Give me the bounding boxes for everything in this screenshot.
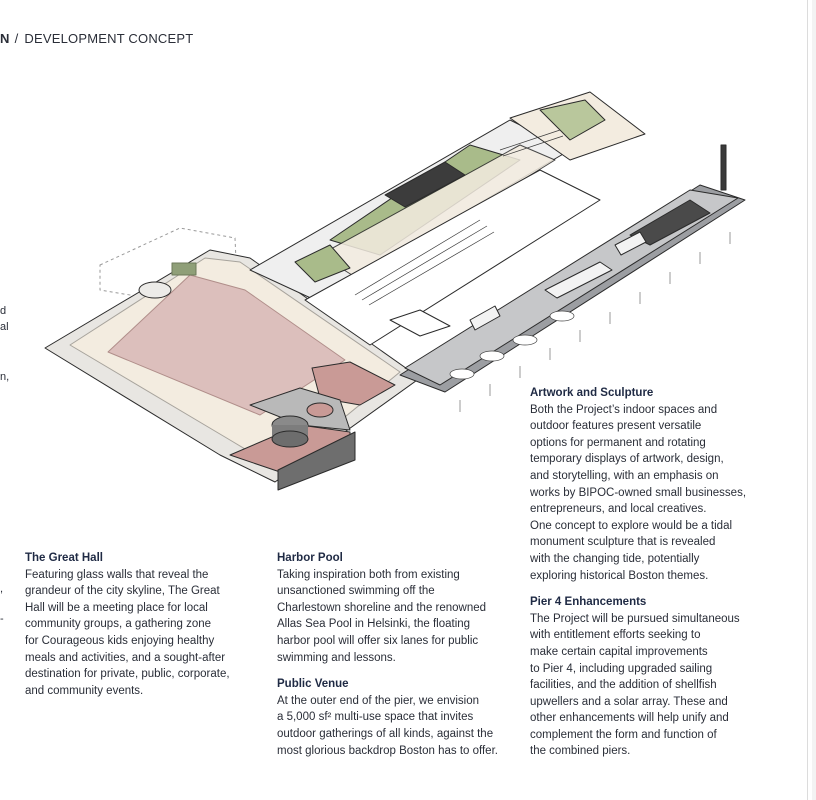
breadcrumb-separator: / [14, 31, 19, 46]
cropped-text-fragment: - [0, 613, 4, 625]
body-line: Featuring glass walls that reveal the [25, 568, 209, 581]
body-line: options for permanent and rotating [530, 436, 706, 449]
boat [450, 369, 474, 379]
body-line: destination for private, public, corporate, [25, 668, 230, 681]
section-great-hall [25, 550, 260, 699]
body-line: Allas Sea Pool in Helsinki, the floating [277, 618, 471, 631]
body-line: community groups, a gathering zone [25, 618, 212, 631]
section-title: Artwork and Sculpture [530, 387, 654, 399]
section-title-public-venue: Public Venue [277, 678, 349, 691]
body-line: The Project will be pursued simultaneous [530, 612, 740, 625]
page-edge-rule [807, 0, 808, 800]
boat [513, 335, 537, 345]
body-line: exploring historical Boston themes. [530, 569, 709, 582]
body-line: unsanctioned swimming off the [277, 585, 435, 598]
mast [721, 145, 726, 190]
cropped-text-fragment: n, [0, 371, 10, 383]
section-title-pier4: Pier 4 Enhancements [530, 596, 647, 609]
section-artwork [530, 385, 770, 760]
body-line: other enhancements will help unify and [530, 712, 729, 725]
section-harbor-pool [277, 550, 522, 759]
boat [550, 311, 574, 321]
body-line: and storytelling, with an emphasis on [530, 469, 719, 482]
body-line: temporary displays of artwork, design, [530, 453, 724, 466]
breadcrumb-current: DEVELOPMENT CONCEPT [24, 31, 194, 46]
body-line: At the outer end of the pier, we envision [277, 694, 480, 707]
page-edge-shadow [812, 0, 816, 800]
breadcrumb-section: N [0, 31, 10, 46]
body-line: works by BIPOC-owned small businesses, [530, 486, 747, 499]
cropped-text-fragment: , [0, 583, 4, 595]
body-line: complement the form and function of [530, 728, 717, 741]
body-line: monument sculpture that is revealed [530, 536, 716, 549]
body-line: outdoor features present versatile [530, 420, 702, 433]
round-planter [307, 403, 333, 417]
body-line: harbor pool will offer six lanes for public [277, 634, 479, 647]
boat [480, 351, 504, 361]
body-line: make certain capital improvements [530, 645, 708, 658]
body-line: with the changing tide, potentially [530, 552, 700, 565]
body-line: grandeur of the city skyline, The Great [25, 585, 220, 598]
breadcrumb [0, 31, 193, 46]
body-line: Charlestown shoreline and the renowned [277, 601, 487, 614]
body-line: most glorious backdrop Boston has to offer. [277, 744, 498, 757]
body-line: swimming and lessons. [277, 651, 396, 664]
body-line: facilities, and the addition of shellfish [530, 679, 717, 692]
cropped-text-fragment: d [0, 305, 7, 317]
body-line: with entitlement efforts seeking to [530, 629, 701, 642]
body-line: outdoor gatherings of all kinds, against the [277, 727, 494, 740]
body-line: One concept to explore would be a tidal [530, 519, 733, 532]
body-line: for Courageous kids enjoying healthy [25, 634, 215, 647]
body-line: to Pier 4, including upgraded sailing [530, 662, 713, 675]
body-line: a 5,000 sf² multi-use space that invites [277, 711, 474, 724]
body-line: Taking inspiration both from existing [277, 568, 460, 581]
body-line: entrepreneurs, and local creatives. [530, 503, 707, 516]
section-title: The Great Hall [25, 552, 103, 564]
body-line: the combined piers. [530, 745, 631, 758]
section-title: Harbor Pool [277, 552, 343, 564]
body-line: and community events. [25, 684, 144, 697]
body-line: meals and activities, and a sought-after [25, 651, 226, 664]
body-line: Hall will be a meeting place for local [25, 601, 208, 614]
cropped-text-fragment: al [0, 321, 9, 333]
body-line: Both the Project’s indoor spaces and [530, 403, 718, 416]
body-line: upwellers and a solar array. These and [530, 695, 728, 708]
